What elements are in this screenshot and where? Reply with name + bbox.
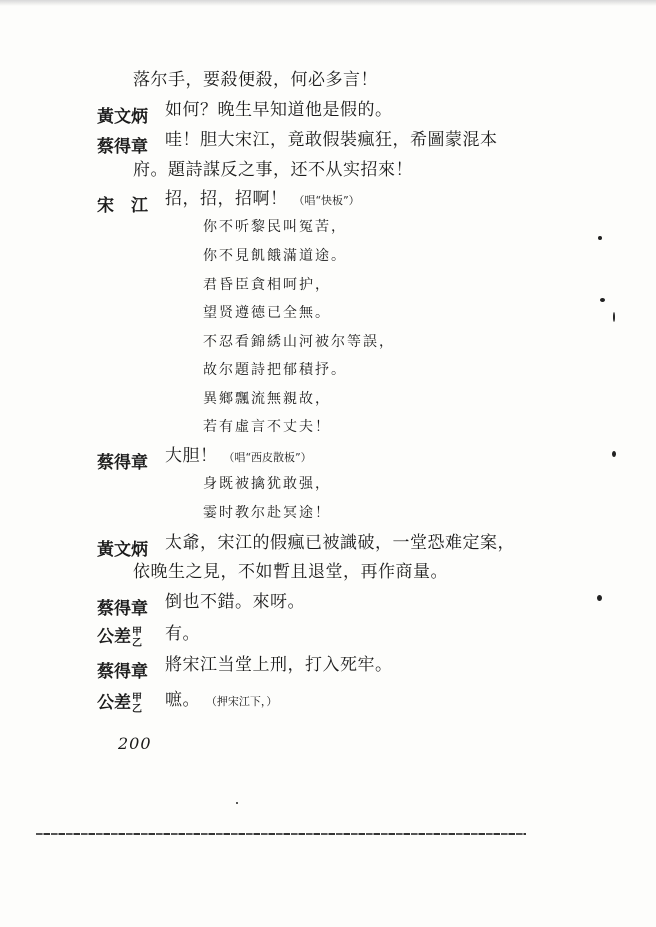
song-line: 你不見飢餓滿道途。	[203, 248, 347, 264]
subscript-bottom: 乙	[132, 703, 142, 715]
song-line: 不忍看錦綉山河被尔等誤，	[203, 334, 395, 350]
stage-direction: （押宋江下，）	[205, 695, 278, 708]
dialogue-line: 哇！胆大宋江，竟敢假裝瘋狂，希圖蒙混本	[165, 130, 498, 150]
speaker-name: 蔡得章	[97, 662, 148, 682]
speaker-name	[97, 688, 142, 715]
dialogue-line: 府。題詩謀反之事，还不从实招來！	[133, 160, 413, 180]
dialogue-line: 依晚生之見，不如暫且退堂，再作商量。	[133, 562, 448, 582]
subscript-top: 甲	[132, 692, 142, 704]
song-line: 霎时教尔赴冥途！	[203, 505, 331, 521]
song-line: 故尔題詩把郁積抒。	[203, 362, 347, 378]
speaker-subscript	[132, 693, 142, 715]
scan-speck	[612, 451, 616, 457]
speaker-name: 蔡得章	[97, 137, 148, 157]
dialogue-text: 招，招，招啊！	[165, 189, 288, 209]
speaker-name	[97, 622, 142, 649]
song-line: 望贤遵德已全無。	[203, 305, 331, 321]
song-line: 若有虛言不丈夫！	[203, 419, 331, 435]
speaker-name: 宋 江	[97, 196, 148, 216]
dialogue-text: 嗻。	[165, 690, 200, 710]
speaker-text: 公差	[97, 627, 131, 647]
speaker-subscript	[132, 627, 142, 649]
dialogue-line	[165, 692, 277, 709]
bottom-rule	[36, 833, 526, 835]
scan-speck	[600, 298, 605, 302]
dialogue-line: 太爺，宋江的假瘋已被識破，一堂恐难定案，	[165, 533, 515, 553]
scan-speck	[598, 236, 602, 240]
song-line: 異鄉飄流無親故，	[203, 391, 331, 407]
song-line: 身既被擒犹敢强，	[203, 476, 331, 492]
song-line: 你不听黎民叫冤苦，	[203, 219, 347, 235]
scan-speck	[613, 312, 615, 322]
dialogue-line	[165, 448, 312, 465]
scan-top-edge	[0, 0, 656, 6]
dialogue-line: 有。	[165, 624, 200, 644]
scan-speck	[236, 802, 238, 804]
speaker-text: 公差	[97, 693, 131, 713]
speaker-name: 蔡得章	[97, 453, 148, 473]
page-number: 200	[118, 734, 152, 753]
scan-speck	[597, 595, 602, 601]
speaker-name: 蔡得章	[97, 599, 148, 619]
speaker-name: 黃文炳	[97, 107, 148, 127]
dialogue-line: 倒也不錯。來呀。	[165, 592, 305, 612]
speaker-name: 黃文炳	[97, 540, 148, 560]
song-line: 君昏臣貪相呵护，	[203, 277, 331, 293]
dialogue-line: 將宋江当堂上刑，打入死牢。	[165, 655, 393, 675]
dialogue-line: 如何？晚生早知道他是假的。	[165, 100, 393, 120]
dialogue-line: 落尔手，要殺便殺，何必多言！	[133, 70, 378, 90]
subscript-bottom: 乙	[132, 637, 142, 649]
dialogue-line	[165, 191, 360, 208]
stage-direction: （唱“快板”）	[293, 194, 360, 207]
dialogue-text: 大胆！	[165, 446, 218, 466]
stage-direction: （唱“西皮散板”）	[223, 451, 312, 464]
subscript-top: 甲	[132, 626, 142, 638]
